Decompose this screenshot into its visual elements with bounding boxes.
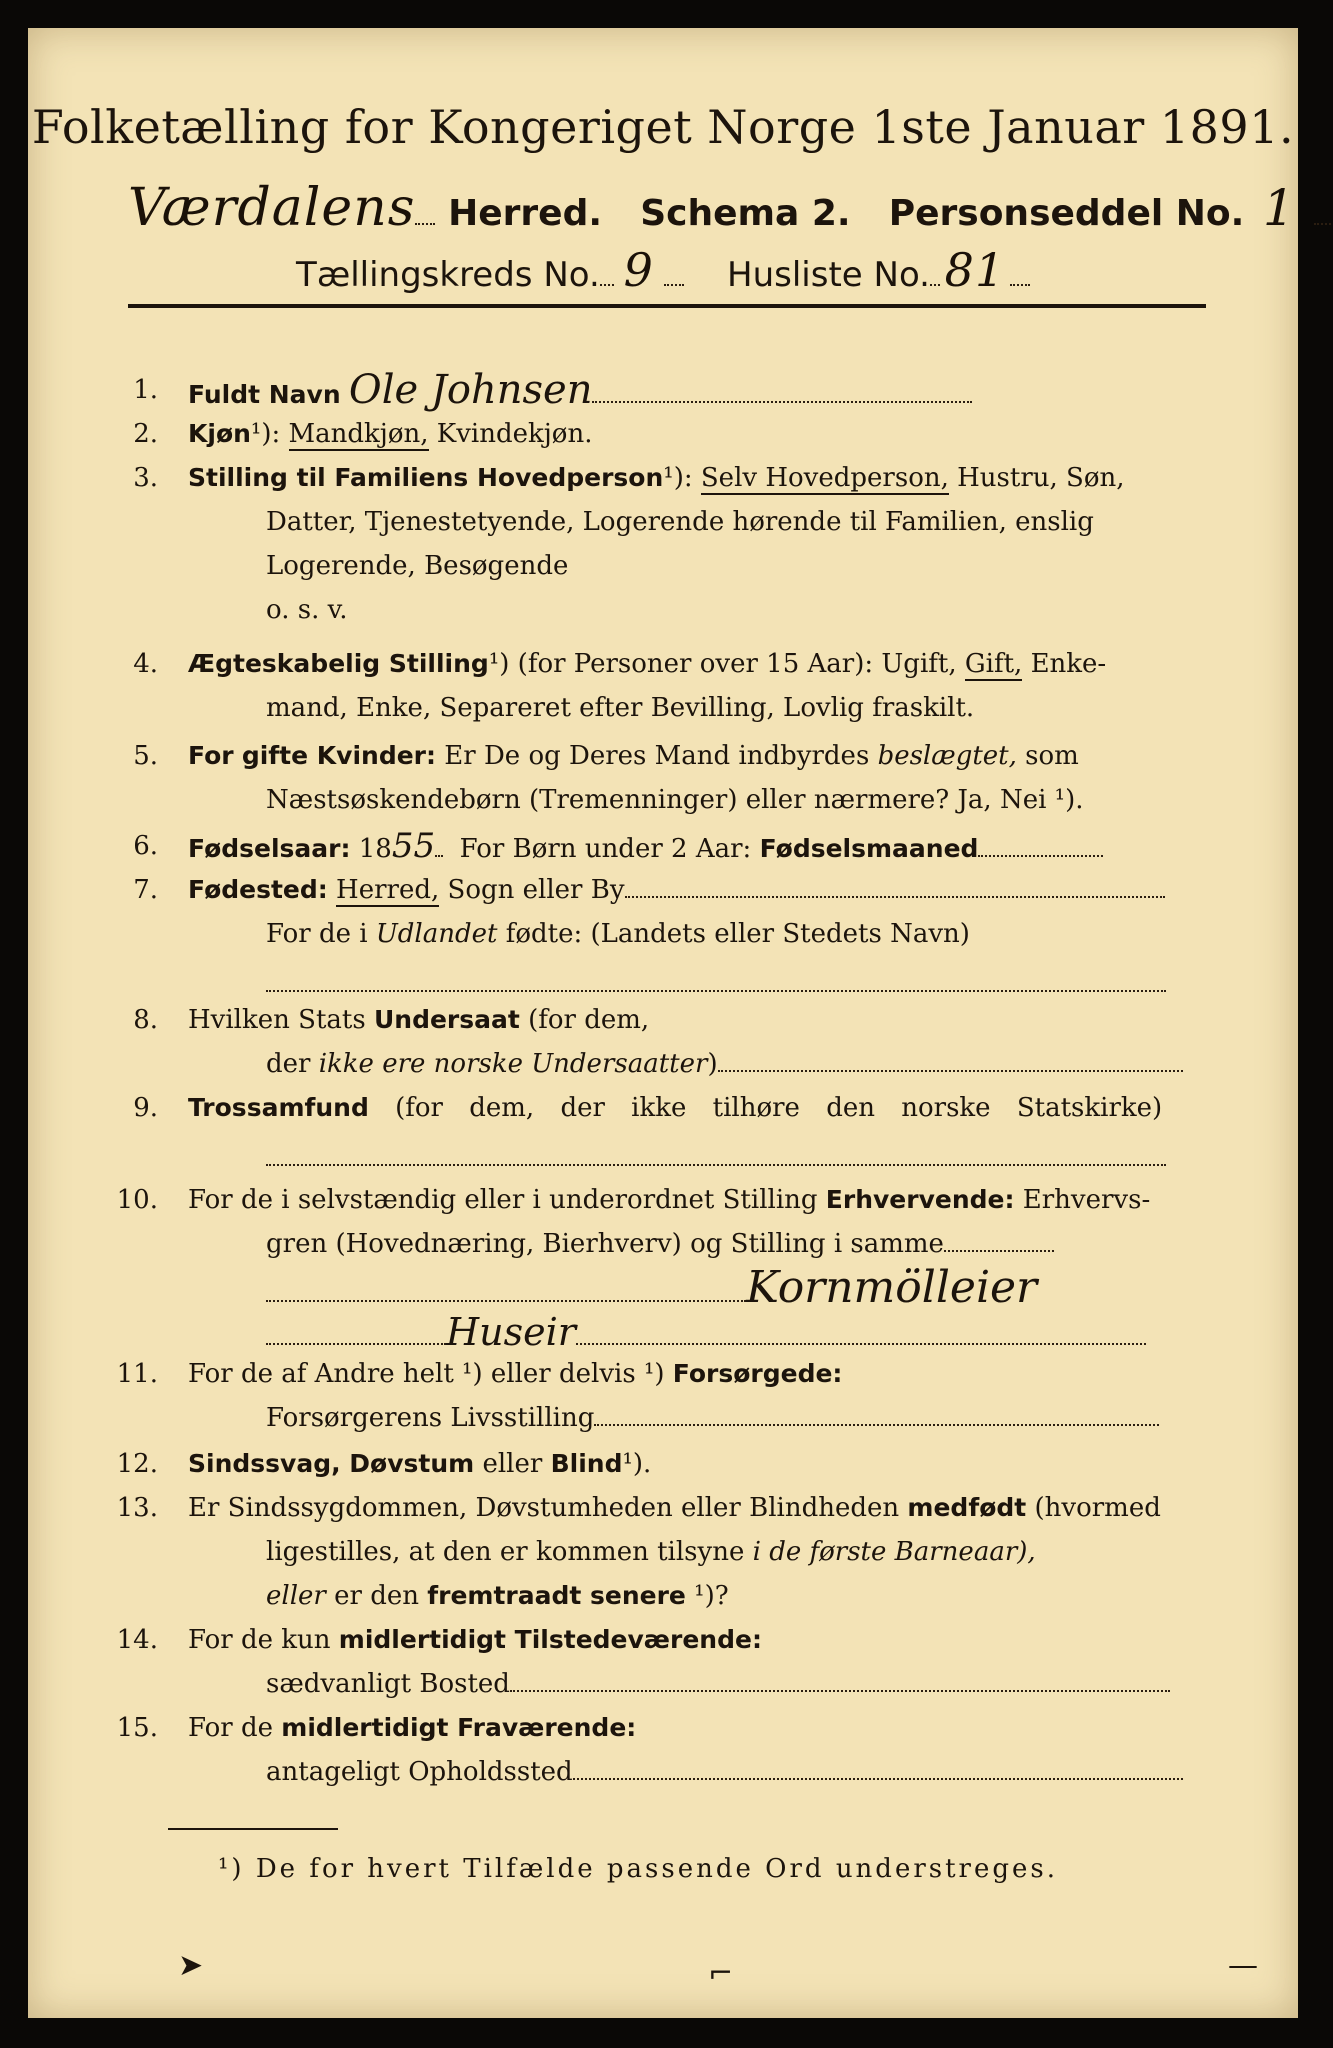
q5-pre: For xyxy=(188,741,234,770)
q1-number: 1. xyxy=(133,375,158,405)
q3-number: 3. xyxy=(133,463,158,493)
q3-option-head: Selv Hovedperson, xyxy=(700,463,949,493)
q6-year: 55 xyxy=(391,826,436,866)
q13-label: medfødt xyxy=(907,1493,1027,1522)
q7-line2b: fødte: (Landets eller Stedets Navn) xyxy=(505,919,970,949)
q14-line2: sædvanligt Bosted xyxy=(266,1669,510,1699)
pen-mark-center: ⌐ xyxy=(708,1956,734,1991)
q6-label: Fødselsaar: xyxy=(188,834,351,863)
q8-post: (for dem, xyxy=(528,1005,650,1035)
q12-post: ¹). xyxy=(622,1449,652,1479)
form-title: Folketælling for Kongeriget Norge 1ste Januar 1891. xyxy=(31,100,1295,154)
footnote-rule xyxy=(168,1828,338,1830)
q7-number: 7. xyxy=(133,875,158,905)
q9-text: (for dem, der ikke tilhøre den norske Statskirke) xyxy=(395,1093,1163,1123)
q12-label2: Blind xyxy=(550,1449,623,1478)
q2-sup: ¹): xyxy=(250,419,281,449)
q10-post: Erhvervs- xyxy=(1022,1185,1151,1215)
q10-line2: gren (Hovednæring, Bierhverv) og Stilling i samme xyxy=(266,1229,944,1259)
q13-line2-italic: i de første Barneaar), xyxy=(752,1537,1036,1567)
q7-option-herred: Herred, xyxy=(336,875,440,905)
herred-name: Værdalens xyxy=(128,178,416,238)
q4-label: Ægteskabelig Stilling xyxy=(188,649,489,678)
q11-pre: For de af Andre helt ¹) eller delvis ¹) xyxy=(188,1359,665,1389)
q8-line2a: der xyxy=(266,1049,311,1079)
husliste-label: Husliste No. xyxy=(727,255,930,295)
q15-line2: antageligt Opholdssted xyxy=(266,1757,573,1787)
q1-answer: Ole Johnsen xyxy=(348,367,593,413)
q6-prefix: 18 xyxy=(358,834,392,864)
q11-number: 11. xyxy=(116,1359,158,1389)
q4-sup: ¹) xyxy=(488,649,510,679)
footnote: ¹) De for hvert Tilfælde passende Ord understreges. xyxy=(218,1854,1059,1884)
pen-mark-right: — xyxy=(1228,1948,1258,1983)
q8-pre: Hvilken Stats xyxy=(188,1005,366,1035)
q13-line3b: fremtraadt senere xyxy=(427,1581,686,1610)
q4-post: Enke- xyxy=(1030,649,1107,679)
q14-pre: For de kun xyxy=(188,1625,331,1655)
q3-rest: Hustru, Søn, xyxy=(957,463,1125,493)
husliste-no: 81 xyxy=(944,243,1006,297)
pen-mark-left: ➤ xyxy=(178,1948,204,1983)
q9-number: 9. xyxy=(133,1093,158,1123)
q8-number: 8. xyxy=(133,1005,158,1035)
q10-label: Erhvervende: xyxy=(825,1185,1015,1214)
q5-text2: som xyxy=(1025,741,1079,771)
q5-line2: Næstsøskendebørn (Tremenninger) eller nærmere? Ja, Nei ¹). xyxy=(266,785,1084,815)
q10-number: 10. xyxy=(116,1185,158,1215)
q15-pre: For de xyxy=(188,1713,273,1743)
q10-pre: For de i selvstændig eller i underordnet Stilling xyxy=(188,1185,818,1215)
q5-number: 5. xyxy=(133,741,158,771)
q7-line2-italic: Udlandet xyxy=(375,919,498,949)
q2-option-female: Kvindekjøn. xyxy=(436,419,593,449)
q6-label2: Fødselsmaaned xyxy=(759,834,979,863)
q13-line3a: er den xyxy=(334,1581,419,1611)
kreds-line xyxy=(28,243,1298,297)
q13-line3-italic: eller xyxy=(266,1581,326,1611)
q4-line2: mand, Enke, Separeret efter Bevilling, Lovlig fraskilt. xyxy=(266,693,975,723)
herred-line xyxy=(128,178,1333,238)
q7-line2a: For de i xyxy=(266,919,368,949)
q5-italic: beslægtet, xyxy=(877,741,1017,771)
header-rule xyxy=(128,304,1206,308)
q15-number: 15. xyxy=(116,1713,158,1743)
q3-label: Stilling til Familiens Hovedperson xyxy=(188,463,664,492)
q4-number: 4. xyxy=(133,649,158,679)
q2-label: Kjøn xyxy=(188,419,251,448)
q11-line2: Forsørgerens Livsstilling xyxy=(266,1403,595,1433)
q14-label: midlertidigt Tilstedeværende: xyxy=(338,1625,762,1654)
schema-label: Schema 2. xyxy=(640,193,851,234)
q13-line2a: ligestilles, at den er kommen tilsyne xyxy=(266,1537,745,1567)
q4-option-married: Gift, xyxy=(964,649,1023,679)
personseddel-no: 1 xyxy=(1262,179,1296,237)
q13-line3c: ¹)? xyxy=(694,1581,729,1611)
q5-text1: Er De og Deres Mand indbyrdes xyxy=(444,741,870,771)
q10-answer-secondary: Huseir xyxy=(446,1310,576,1354)
q8-label: Undersaat xyxy=(373,1005,520,1034)
q5-label: gifte Kvinder: xyxy=(241,741,437,770)
q11-label: Forsørgede: xyxy=(672,1359,843,1388)
q14-number: 14. xyxy=(116,1625,158,1655)
q3-line4: o. s. v. xyxy=(266,595,348,625)
q3-sup: ¹): xyxy=(663,463,693,493)
kreds-no: 9 xyxy=(623,243,654,297)
q10-answer-occupation: Kornmölleier xyxy=(746,1262,1038,1313)
q3-line3: Logerende, Besøgende xyxy=(266,551,569,581)
q6-number: 6. xyxy=(133,831,158,861)
personseddel-label: Personseddel No. xyxy=(888,193,1245,234)
q2-number: 2. xyxy=(133,419,158,449)
kreds-label: Tællingskreds No. xyxy=(296,255,600,295)
q15-label: midlertidigt Fraværende: xyxy=(281,1713,637,1742)
q6-text: For Børn under 2 Aar: xyxy=(459,834,752,864)
herred-label: Herred. xyxy=(448,193,603,234)
q3-line2: Datter, Tjenestetyende, Logerende hørende til Familien, enslig xyxy=(266,507,1094,537)
q12-label1: Sindssvag, Døvstum xyxy=(188,1449,475,1478)
q13-pre: Er Sindssygdommen, Døvstumheden eller Blindheden xyxy=(188,1493,900,1523)
q2-option-male: Mandkjøn, xyxy=(288,419,429,449)
q13-number: 13. xyxy=(116,1493,158,1523)
q7-rest: Sogn eller By xyxy=(447,875,625,905)
census-form: Folketælling for Kongeriget Norge 1ste Januar 1891. Værdalens Herred. Schema 2. Personseddel No. 1 Tællingskreds No. 9 Husliste No. 81 1. Fuldt Navn Ole Johnsen 2. Kjøn¹): Mandkjøn, Kvindekjøn. 3. Stilling til Familiens Hovedperson¹): Selv Hovedperson, Hustru, Søn, Datter, Tjenestetyende, Logerende hørende til Familien, enslig Logerende, Besøgende o. s. v. 4. Ægteskabelig Stilling¹) (for Personer over 15 Aar): Ugift, Gift, Enke- mand, Enke, Separeret efter Bevilling, Lovlig fraskilt. 5. For gifte Kvinder: Er De og Deres Mand indbyrdes beslægtet, som Næstsøskendebørn (Tremenninger) eller nærmere? Ja, Nei ¹). 6. Fødselsaar: 1855 For Børn under 2 Aar: Fødselsmaaned 7. Fødested: Herred, Sogn eller By For de i Udlandet fødte: (Landets eller Stedets Navn) 8. Hvilken Stats Undersaat (for dem, der ikke ere norske Undersaatter) 9. Trossamfund (for dem, der ikke tilhøre den norske Statskirke) 10. For de i selvstændig eller i underordnet Stilling Erhvervende: Erhvervs- gren (Hovednæring, Bierhverv) og Stilling i samme Kornmölleier Huseir 11. For de af Andre helt ¹) eller delvis ¹) Forsørgede: Forsørgerens Livsstilling 12. Sindssvag, Døvstum eller Blind¹). 13. Er Sindssygdommen, Døvstumheden eller Blindheden medfødt (hvormed ligestilles, at den er kommen tilsyne i de første Barneaar), eller er den fremtraadt senere ¹)? 14. For de kun midlertidigt Tilstedeværende: sædvanligt Bosted 15. For de midlertidigt Fraværende: antageligt Opholdssted ¹) De for hvert Tilfælde passende Ord understreges. ➤ ⌐ — xyxy=(28,28,1298,2018)
q1-label: Fuldt Navn xyxy=(188,380,341,409)
q12-mid: eller xyxy=(482,1449,543,1479)
q8-line2-italic: ikke ere norske Undersaatter xyxy=(318,1049,708,1079)
q4-pre: (for Personer over 15 Aar): Ugift, xyxy=(517,649,957,679)
q13-post: (hvormed xyxy=(1034,1493,1161,1523)
q9-label: Trossamfund xyxy=(188,1093,369,1122)
q12-number: 12. xyxy=(116,1449,158,1479)
q7-label: Fødested: xyxy=(188,875,328,904)
